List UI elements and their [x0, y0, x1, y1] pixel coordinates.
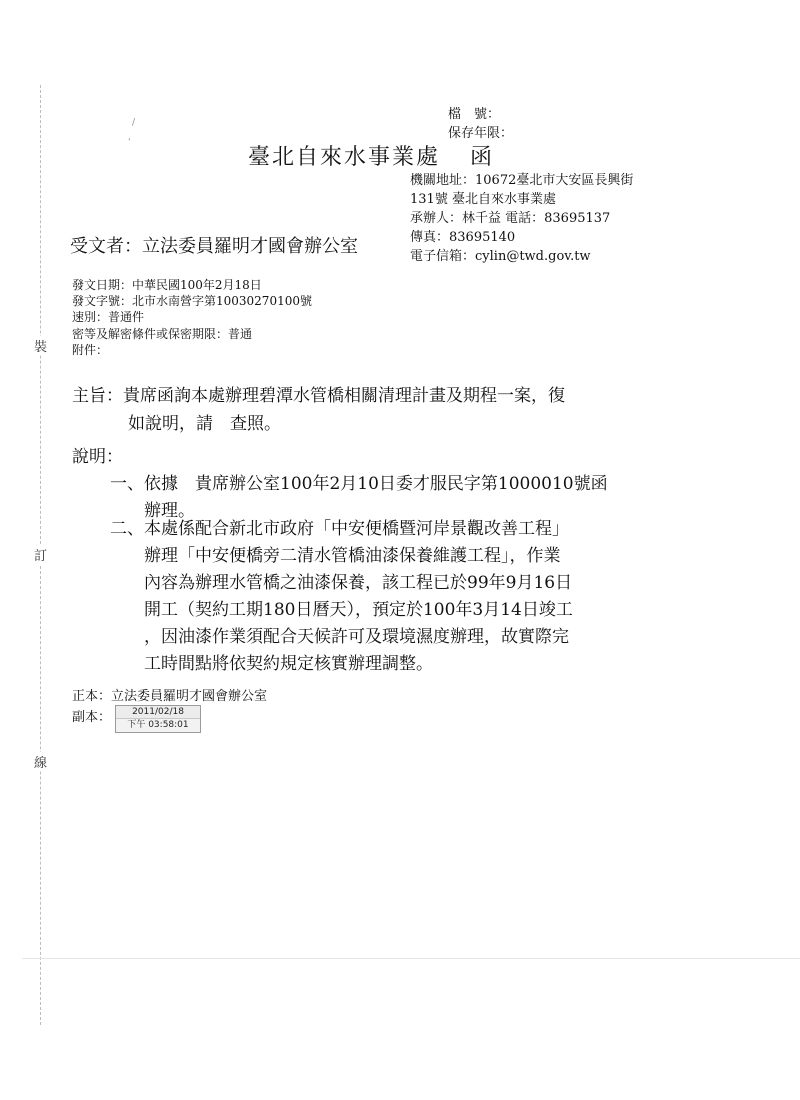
delivery-speed: 速別：普通件	[72, 310, 145, 324]
item-marker: 二、	[110, 519, 144, 539]
subject-line: 如說明，請 查照。	[128, 414, 281, 434]
scan-speck: '	[128, 138, 131, 148]
agency-fax: 傳真：83695140	[410, 230, 516, 245]
explanation-heading: 說明：	[72, 447, 123, 467]
item-line: 內容為辦理水管橋之油漆保養，該工程已於99年9月16日	[144, 573, 573, 593]
stamp-date: 2011/02/18	[116, 706, 200, 719]
recipient: 受文者：立法委員羅明才國會辦公室	[70, 236, 358, 257]
item-marker: 一、	[110, 474, 144, 494]
copy-recipient-label: 副本：	[72, 710, 112, 725]
binding-mark-zhuang: 裝	[34, 336, 47, 355]
subject	[72, 382, 565, 438]
subject-line: 主旨：貴席函詢本處辦理碧潭水管橋相關清理計畫及期程一案，復	[72, 386, 565, 406]
binding-mark-ding: 訂	[34, 545, 47, 564]
agency-email: 電子信箱：cylin@twd.gov.tw	[410, 249, 591, 264]
secrecy-level: 密等及解密條件或保密期限：普通	[72, 327, 253, 341]
binding-mark-xian: 線	[34, 752, 47, 771]
attachments-label: 附件：	[72, 343, 109, 357]
explanation-item-2	[110, 516, 573, 678]
item-line: 開工（契約工期180日曆天），預定於100年3月14日竣工	[144, 600, 573, 620]
scan-speck: /	[132, 118, 136, 128]
item-line: 本處係配合新北市政府「中安便橋暨河岸景觀改善工程」	[144, 519, 569, 539]
receipt-timestamp-stamp	[115, 705, 201, 733]
item-line: 辦理。	[144, 501, 195, 521]
archive-number-label: 檔 號：	[448, 107, 501, 122]
item-line: 辦理「中安便橋旁二清水管橋油漆保養維護工程」，作業	[144, 546, 561, 566]
issue-date: 發文日期：中華民國100年2月18日	[72, 278, 262, 292]
item-line: 依據 貴席辦公室100年2月10日委才服民字第1000010號函	[144, 474, 608, 494]
issuing-organization: 臺北自來水事業處	[248, 145, 441, 170]
agency-address-line1: 機關地址：10672臺北市大安區長興街	[410, 173, 634, 188]
item-line: 工時間點將依契約規定核實辦理調整。	[144, 654, 433, 674]
agency-address-line2: 131號 臺北自來水事業處	[410, 192, 556, 207]
document-type: 函	[470, 145, 495, 170]
page-title	[248, 140, 494, 171]
original-recipient: 正本：立法委員羅明才國會辦公室	[72, 689, 268, 704]
agency-contact: 承辦人：林千益 電話：83695137	[410, 211, 611, 226]
stamp-time: 下午 03:58:01	[127, 720, 189, 730]
retention-period-label: 保存年限：	[448, 126, 514, 141]
document-number: 發文字號：北市水南營字第10030270100號	[72, 294, 312, 308]
item-line: ，因油漆作業須配合天候許可及環境濕度辦理，故實際完	[144, 627, 569, 647]
scan-edge-line	[22, 958, 800, 959]
